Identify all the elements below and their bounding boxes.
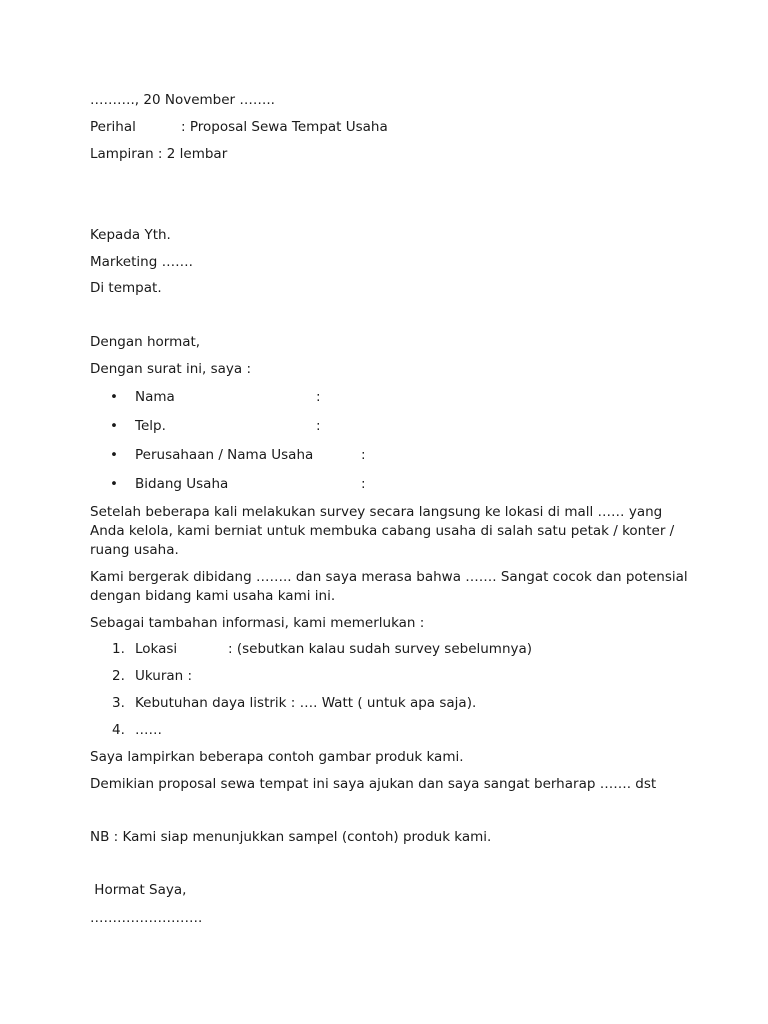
bullet-label: Bidang Usaha — [135, 476, 229, 492]
bullet-colon: : — [316, 389, 321, 405]
list-item-etc — [112, 721, 162, 740]
bullet-label: Perusahaan / Nama Usaha — [135, 447, 314, 463]
intro-line: Dengan surat ini, saya : — [90, 361, 251, 377]
bullet-item-bidang — [110, 475, 366, 494]
list-number: 1. — [112, 641, 125, 657]
lampiran-line: Lampiran : 2 lembar — [90, 146, 228, 162]
bullet-icon: • — [110, 476, 118, 492]
perihal-line — [90, 118, 388, 137]
list-number: 2. — [112, 668, 125, 684]
list-text: Ukuran : — [135, 668, 193, 684]
list-item-daya — [112, 694, 476, 713]
greeting: Dengan hormat, — [90, 334, 201, 350]
recipient-line-2: Marketing ……. — [90, 254, 193, 270]
bullet-icon: • — [110, 418, 118, 434]
list-item-lokasi — [112, 640, 532, 659]
list-number: 4. — [112, 722, 125, 738]
list-number: 3. — [112, 695, 125, 711]
list-label: Lokasi — [135, 641, 178, 657]
paragraph-info: Sebagai tambahan informasi, kami memerlukan : — [90, 615, 425, 631]
list-text: Kebutuhan daya listrik : …. Watt ( untuk apa saja). — [135, 695, 477, 711]
bullet-label: Telp. — [135, 418, 166, 434]
list-value: : (sebutkan kalau sudah survey sebelumnya) — [228, 641, 533, 657]
bullet-item-nama — [110, 388, 321, 407]
perihal-value: : Proposal Sewa Tempat Usaha — [181, 119, 388, 135]
closing-hormat: Hormat Saya, — [90, 882, 187, 898]
recipient-line-1: Kepada Yth. — [90, 227, 171, 243]
list-item-ukuran — [112, 667, 192, 686]
perihal-label: Perihal — [90, 119, 136, 135]
paragraph-survey: Setelah beberapa kali melakukan survey secara langsung ke lokasi di mall …… yang Anda kelola, kami berniat untuk membuka cabang usaha di salah satu petak / konter / ruang usaha. — [90, 504, 675, 558]
bullet-item-perusahaan — [110, 446, 366, 465]
recipient-line-3: Di tempat. — [90, 280, 162, 296]
bullet-colon: : — [316, 418, 321, 434]
bullet-label: Nama — [135, 389, 175, 405]
bullet-item-telp — [110, 417, 321, 436]
bullet-colon: : — [361, 476, 366, 492]
bullet-icon: • — [110, 389, 118, 405]
nb-line: NB : Kami siap menunjukkan sampel (contoh) produk kami. — [90, 829, 492, 845]
paragraph-lampiran: Saya lampirkan beberapa contoh gambar produk kami. — [90, 749, 464, 765]
list-text: …… — [135, 722, 162, 738]
date-line: ………., 20 November …….. — [90, 92, 275, 108]
paragraph-demikian: Demikian proposal sewa tempat ini saya ajukan dan saya sangat berharap ……. dst — [90, 776, 657, 792]
paragraph-bidang: Kami bergerak dibidang …….. dan saya merasa bahwa ……. Sangat cocok dan potensial dengan bidang kami usaha kami ini. — [90, 569, 688, 604]
bullet-colon: : — [361, 447, 366, 463]
bullet-icon: • — [110, 447, 118, 463]
signature-line: ……………………. — [90, 910, 203, 926]
